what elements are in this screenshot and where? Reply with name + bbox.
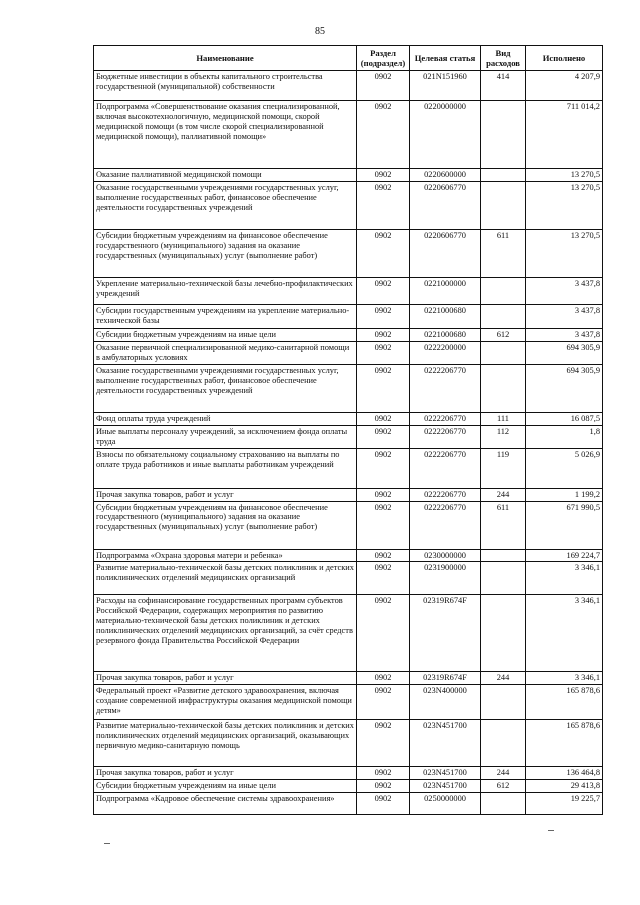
row-expense-type-cell: [481, 793, 526, 815]
row-article-cell: 0222206770: [410, 364, 481, 412]
row-name-cell: Оказание государственными учреждениями государственных услуг, выполнение государственных работ, финансовое обеспечение деятельности государственных учреждений: [94, 364, 357, 412]
row-name-cell: Фонд оплаты труда учреждений: [94, 412, 357, 425]
table-row: [94, 412, 603, 425]
scan-mark: [548, 830, 554, 831]
table-row: [94, 448, 603, 488]
row-article-cell: 0222200000: [410, 342, 481, 365]
row-article-cell: 0222206770: [410, 501, 481, 549]
table-row: [94, 780, 603, 793]
row-section-cell: 0902: [357, 101, 410, 169]
row-section-cell: 0902: [357, 720, 410, 767]
row-section-cell: 0902: [357, 169, 410, 182]
row-section-cell: 0902: [357, 767, 410, 780]
row-name-cell: Оказание паллиативной медицинской помощи: [94, 169, 357, 182]
row-amount-cell: 169 224,7: [526, 549, 603, 562]
row-amount-cell: 3 437,8: [526, 278, 603, 305]
column-header-expense-type: Вид расходов: [481, 46, 526, 71]
table-row: [94, 71, 603, 101]
row-expense-type-cell: [481, 278, 526, 305]
row-article-cell: 02319R674F: [410, 672, 481, 685]
row-amount-cell: 694 305,9: [526, 364, 603, 412]
row-name-cell: Субсидии бюджетным учреждениям на финансовое обеспечение государственного (муниципального) задания на оказание государственных (муниципальных) услуг (выполнение работ): [94, 501, 357, 549]
row-section-cell: 0902: [357, 364, 410, 412]
row-section-cell: 0902: [357, 305, 410, 329]
row-amount-cell: 1,8: [526, 425, 603, 448]
row-article-cell: 0222206770: [410, 425, 481, 448]
row-expense-type-cell: 111: [481, 412, 526, 425]
row-name-cell: Расходы на софинансирование государственных программ субъектов Российской Федерации, содержащих мероприятия по развитию материально-технической базы детских поликлиник и детских поликлинических отделений медицинских организаций, за счёт средств резервного фонда Правительства Российской Федерации: [94, 595, 357, 672]
row-section-cell: 0902: [357, 329, 410, 342]
budget-execution-table: [93, 45, 603, 815]
row-name-cell: Иные выплаты персоналу учреждений, за исключением фонда оплаты труда: [94, 425, 357, 448]
table-row: [94, 101, 603, 169]
row-name-cell: Субсидии бюджетным учреждениям на иные цели: [94, 780, 357, 793]
row-amount-cell: 1 199,2: [526, 488, 603, 501]
row-article-cell: 023N451700: [410, 780, 481, 793]
row-article-cell: 0231900000: [410, 562, 481, 595]
row-section-cell: 0902: [357, 501, 410, 549]
row-article-cell: 023N400000: [410, 685, 481, 720]
table-row: [94, 562, 603, 595]
row-amount-cell: 3 437,8: [526, 305, 603, 329]
row-expense-type-cell: 611: [481, 230, 526, 278]
row-amount-cell: 694 305,9: [526, 342, 603, 365]
table-row: [94, 488, 603, 501]
row-article-cell: 02319R674F: [410, 595, 481, 672]
row-section-cell: 0902: [357, 595, 410, 672]
column-header-name: Наименование: [94, 46, 357, 71]
page-number: 85: [315, 26, 325, 37]
row-section-cell: 0902: [357, 425, 410, 448]
table-row: [94, 549, 603, 562]
row-name-cell: Прочая закупка товаров, работ и услуг: [94, 767, 357, 780]
table-row: [94, 278, 603, 305]
row-expense-type-cell: 244: [481, 488, 526, 501]
row-amount-cell: 165 878,6: [526, 685, 603, 720]
table-row: [94, 342, 603, 365]
row-amount-cell: 3 346,1: [526, 672, 603, 685]
row-expense-type-cell: [481, 342, 526, 365]
row-article-cell: 0222206770: [410, 448, 481, 488]
row-amount-cell: 3 437,8: [526, 329, 603, 342]
table-row: [94, 501, 603, 549]
row-amount-cell: 165 878,6: [526, 720, 603, 767]
row-article-cell: 023N451700: [410, 720, 481, 767]
row-amount-cell: 3 346,1: [526, 595, 603, 672]
table-header-row: [94, 46, 603, 71]
row-name-cell: Подпрограмма «Кадровое обеспечение системы здравоохранения»: [94, 793, 357, 815]
row-article-cell: 0220606770: [410, 230, 481, 278]
row-amount-cell: 3 346,1: [526, 562, 603, 595]
row-section-cell: 0902: [357, 685, 410, 720]
row-article-cell: 0250000000: [410, 793, 481, 815]
table-row: [94, 793, 603, 815]
table-row: [94, 720, 603, 767]
row-article-cell: 0220600000: [410, 169, 481, 182]
row-name-cell: Субсидии государственным учреждениям на укрепление материально-технической базы: [94, 305, 357, 329]
row-expense-type-cell: 611: [481, 501, 526, 549]
row-name-cell: Укрепление материально-технической базы лечебно-профилактических учреждений: [94, 278, 357, 305]
row-section-cell: 0902: [357, 562, 410, 595]
row-section-cell: 0902: [357, 71, 410, 101]
table-row: [94, 364, 603, 412]
row-expense-type-cell: 612: [481, 780, 526, 793]
row-section-cell: 0902: [357, 793, 410, 815]
table-row: [94, 329, 603, 342]
row-article-cell: 0220606770: [410, 182, 481, 230]
scan-mark: [104, 843, 110, 844]
row-section-cell: 0902: [357, 549, 410, 562]
row-name-cell: Подпрограмма «Охрана здоровья матери и ребенка»: [94, 549, 357, 562]
row-expense-type-cell: [481, 305, 526, 329]
row-section-cell: 0902: [357, 488, 410, 501]
row-section-cell: 0902: [357, 278, 410, 305]
row-expense-type-cell: [481, 685, 526, 720]
table-row: [94, 230, 603, 278]
row-name-cell: Федеральный проект «Развитие детского здравоохранения, включая создание современной инфраструктуры оказания медицинской помощи детям»: [94, 685, 357, 720]
row-section-cell: 0902: [357, 412, 410, 425]
row-name-cell: Субсидии бюджетным учреждениям на финансовое обеспечение государственного (муниципального) задания на оказание государственных (муниципальных) услуг (выполнение работ): [94, 230, 357, 278]
table-row: [94, 305, 603, 329]
row-expense-type-cell: 612: [481, 329, 526, 342]
row-amount-cell: 13 270,5: [526, 230, 603, 278]
row-amount-cell: 711 014,2: [526, 101, 603, 169]
row-expense-type-cell: 414: [481, 71, 526, 101]
column-header-amount: Исполнено: [526, 46, 603, 71]
row-amount-cell: 136 464,8: [526, 767, 603, 780]
row-expense-type-cell: 119: [481, 448, 526, 488]
table-row: [94, 685, 603, 720]
row-section-cell: 0902: [357, 230, 410, 278]
row-article-cell: 021N151960: [410, 71, 481, 101]
row-name-cell: Подпрограмма «Совершенствование оказания специализированной, включая высокотехнологичную, медицинской помощи, скорой медицинской помощи (в том числе скорой специализированной медицинской помощи), паллиативной помощи»: [94, 101, 357, 169]
table-row: [94, 672, 603, 685]
row-section-cell: 0902: [357, 342, 410, 365]
row-amount-cell: 671 990,5: [526, 501, 603, 549]
row-section-cell: 0902: [357, 780, 410, 793]
column-header-article: Целевая статья: [410, 46, 481, 71]
row-section-cell: 0902: [357, 448, 410, 488]
table-row: [94, 767, 603, 780]
row-expense-type-cell: 244: [481, 767, 526, 780]
row-expense-type-cell: [481, 364, 526, 412]
row-expense-type-cell: [481, 101, 526, 169]
table-row: [94, 425, 603, 448]
row-expense-type-cell: 112: [481, 425, 526, 448]
row-amount-cell: 29 413,8: [526, 780, 603, 793]
row-name-cell: Оказание государственными учреждениями государственных услуг, выполнение государственных работ, финансовое обеспечение деятельности государственных учреждений: [94, 182, 357, 230]
row-article-cell: 0230000000: [410, 549, 481, 562]
row-section-cell: 0902: [357, 182, 410, 230]
row-section-cell: 0902: [357, 672, 410, 685]
row-article-cell: 0222206770: [410, 412, 481, 425]
table-row: [94, 169, 603, 182]
row-amount-cell: 13 270,5: [526, 182, 603, 230]
row-article-cell: 0222206770: [410, 488, 481, 501]
row-expense-type-cell: [481, 562, 526, 595]
row-article-cell: 0221000680: [410, 305, 481, 329]
row-name-cell: Прочая закупка товаров, работ и услуг: [94, 488, 357, 501]
row-name-cell: Взносы по обязательному социальному страхованию на выплаты по оплате труда работников и иные выплаты работникам учреждений: [94, 448, 357, 488]
table-row: [94, 595, 603, 672]
row-name-cell: Прочая закупка товаров, работ и услуг: [94, 672, 357, 685]
row-amount-cell: 13 270,5: [526, 169, 603, 182]
row-amount-cell: 5 026,9: [526, 448, 603, 488]
row-expense-type-cell: [481, 169, 526, 182]
row-expense-type-cell: [481, 549, 526, 562]
row-amount-cell: 16 087,5: [526, 412, 603, 425]
row-expense-type-cell: [481, 595, 526, 672]
row-article-cell: 0220000000: [410, 101, 481, 169]
row-name-cell: Субсидии бюджетным учреждениям на иные цели: [94, 329, 357, 342]
row-name-cell: Бюджетные инвестиции в объекты капитального строительства государственной (муниципальной) собственности: [94, 71, 357, 101]
row-article-cell: 0221000680: [410, 329, 481, 342]
row-expense-type-cell: 244: [481, 672, 526, 685]
table-row: [94, 182, 603, 230]
row-amount-cell: 19 225,7: [526, 793, 603, 815]
column-header-section: Раздел (подраздел): [357, 46, 410, 71]
row-expense-type-cell: [481, 720, 526, 767]
row-name-cell: Оказание первичной специализированной медико-санитарной помощи в амбулаторных условиях: [94, 342, 357, 365]
row-article-cell: 0221000000: [410, 278, 481, 305]
row-name-cell: Развитие материально-технической базы детских поликлиник и детских поликлинических отделений медицинских организаций, оказывающих первичную медико-санитарную помощь: [94, 720, 357, 767]
row-expense-type-cell: [481, 182, 526, 230]
row-article-cell: 023N451700: [410, 767, 481, 780]
row-amount-cell: 4 207,9: [526, 71, 603, 101]
row-name-cell: Развитие материально-технической базы детских поликлиник и детских поликлинических отделений медицинских организаций: [94, 562, 357, 595]
